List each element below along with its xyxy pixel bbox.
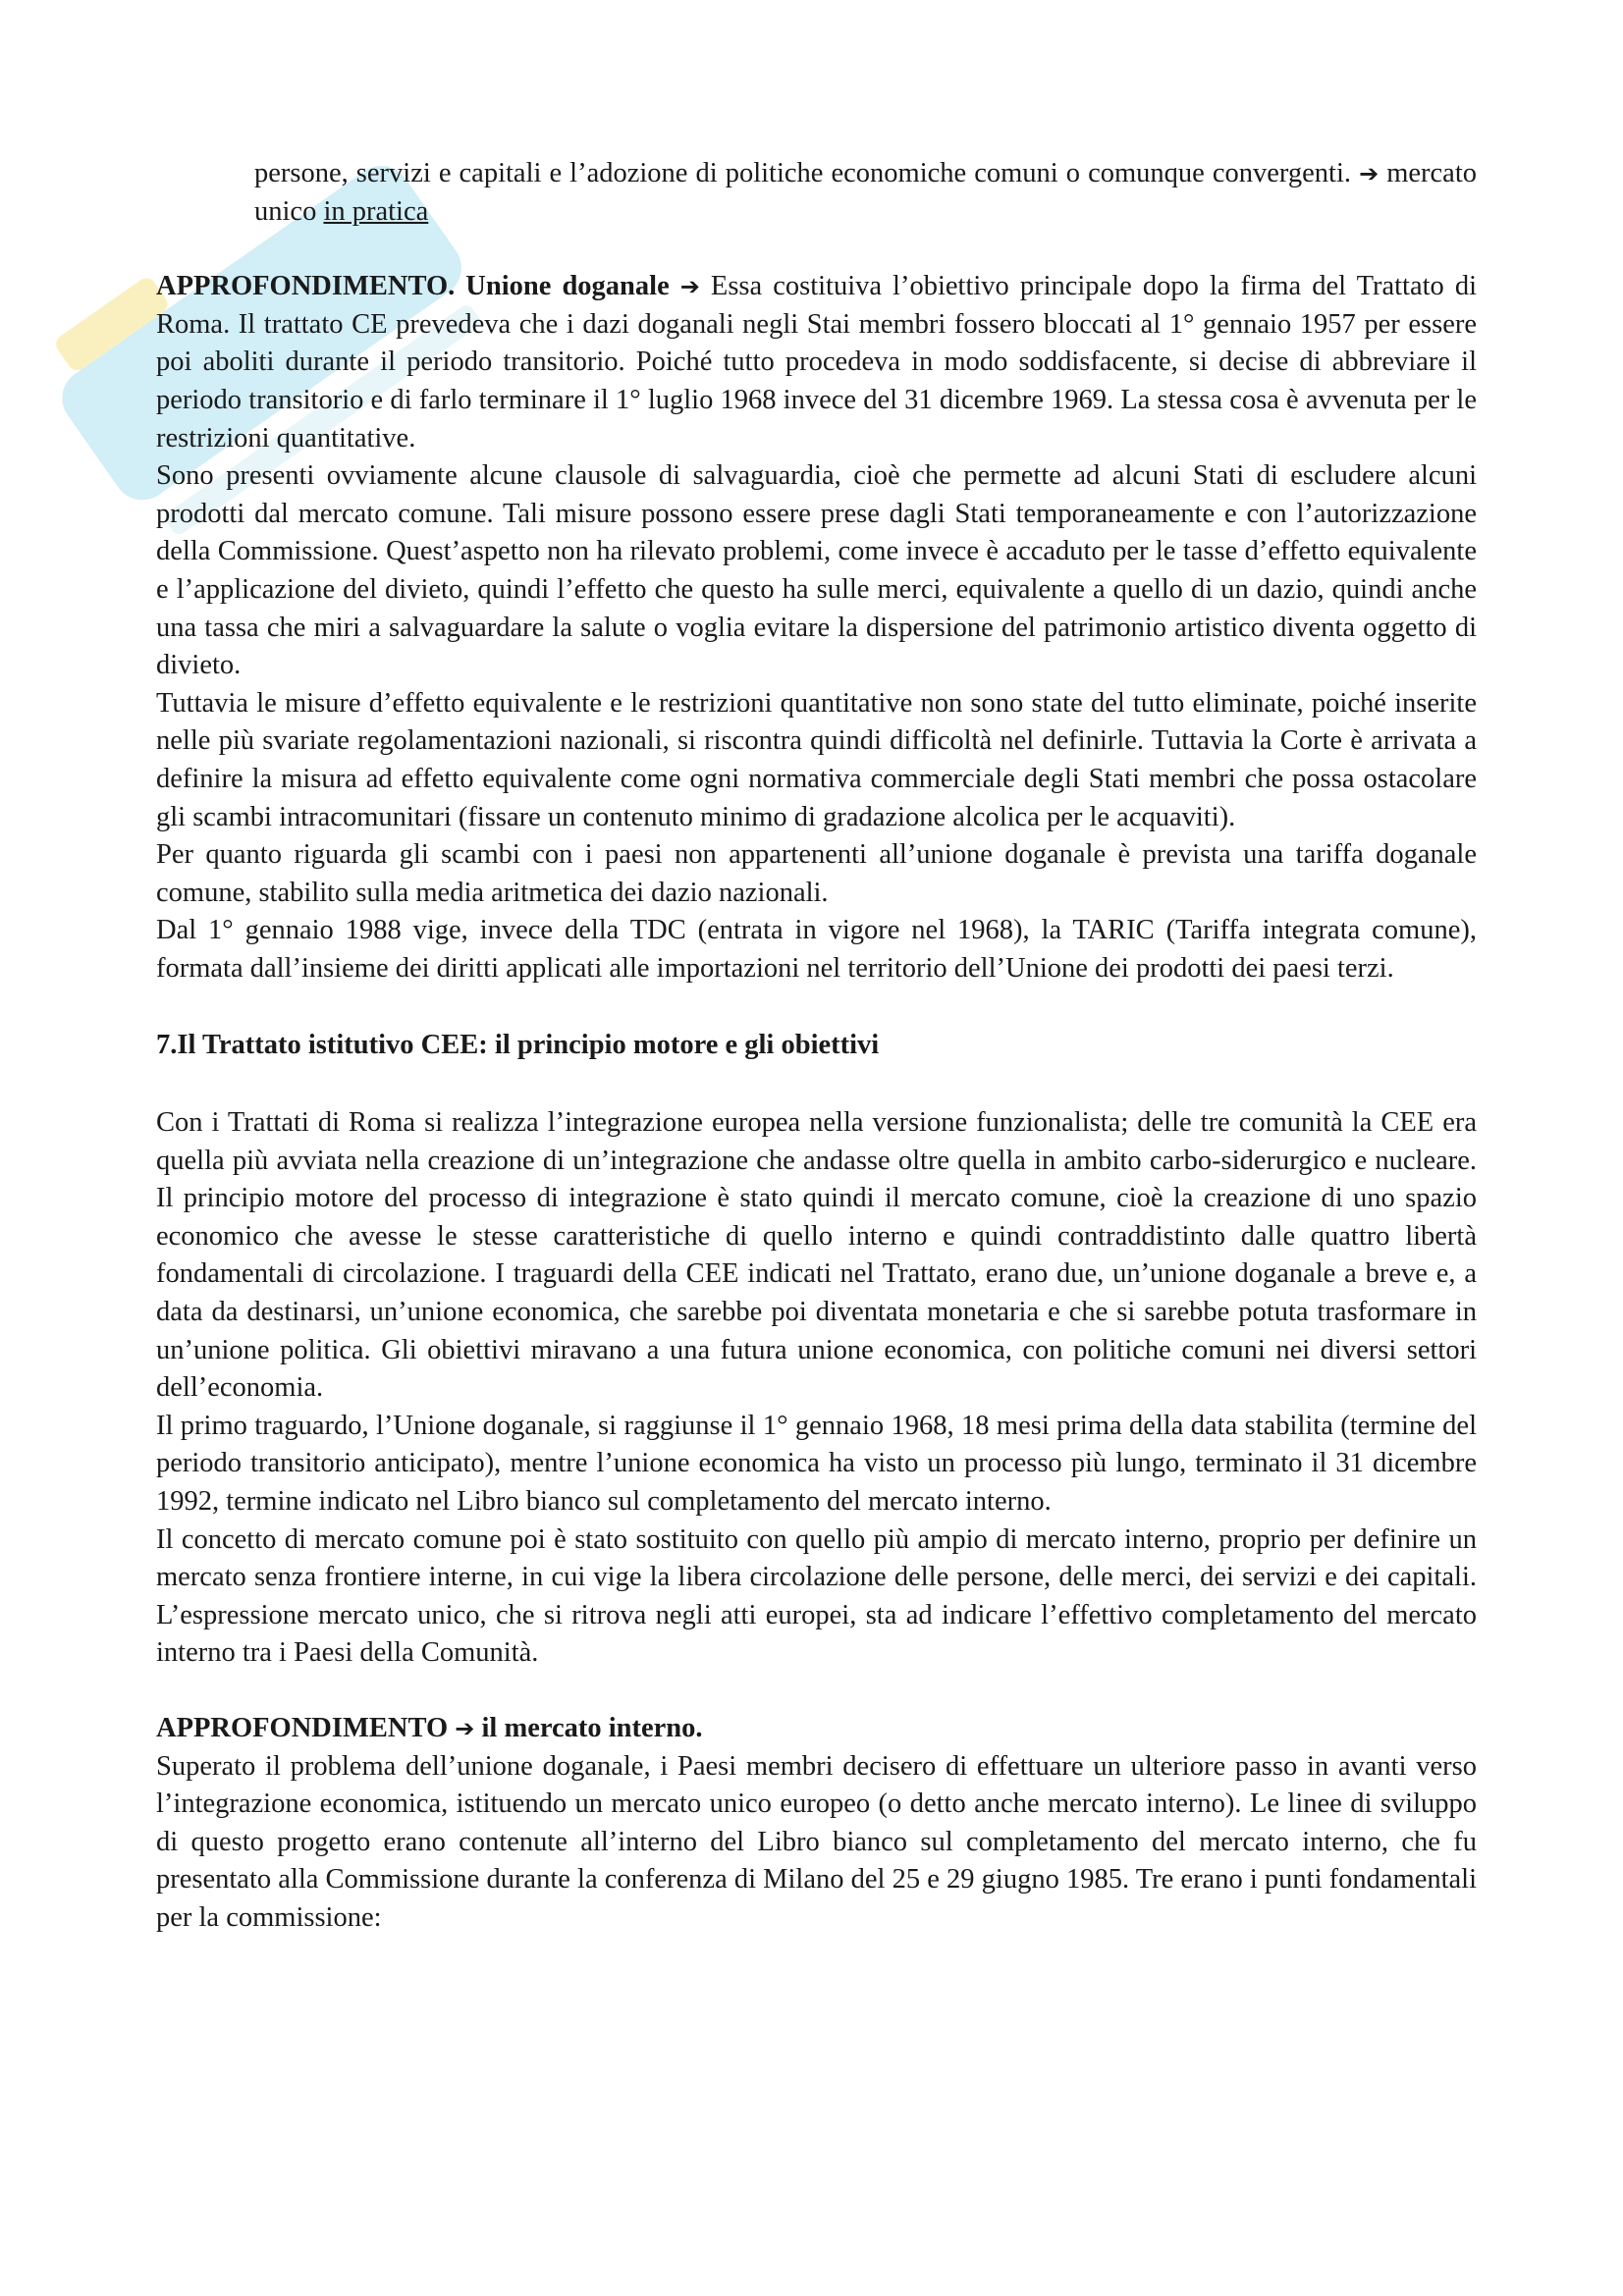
intro-text: persone, servizi e capitali e l’adozione di politiche economiche comuni o comunque convergenti. — [254, 158, 1351, 188]
approfondimento-unione-doganale — [156, 268, 1477, 457]
approfondimento-lead: APPROFONDIMENTO. Unione doganale — [156, 271, 670, 302]
watermark-accent — [52, 274, 171, 374]
approf1-paragraph-4: Per quanto riguarda gli scambi con i paesi non appartenenti all’unione doganale è prevista una tariffa doganale comune, stabilito sulla media aritmetica dei dazio nazionali. — [156, 839, 1477, 908]
section7-paragraph-3: Il concetto di mercato comune poi è stato sostituito con quello più ampio di mercato interno, proprio per definire un mercato senza frontiere interne, in cui vige la libera circolazione delle persone, delle merci, dei servizi e dei capitali. L’espressione mercato unico, che si ritrova negli atti europei, sta ad indicare l’effettivo completamento del mercato interno tra i Paesi della Comunità. — [156, 1523, 1477, 1669]
arrow-right-icon: ➔ — [1359, 160, 1380, 187]
section7-paragraph-2: Il primo traguardo, l’Unione doganale, si raggiunse il 1° gennaio 1968, 18 mesi prima della data stabilita (termine del periodo transitorio anticipato), mentre l’unione economica ha visto un processo più lungo, terminato il 31 dicembre 1992, termine indicato nel Libro bianco sul completamento del mercato interno. — [156, 1410, 1477, 1517]
section-7-heading-text: 7.Il Trattato istitutivo CEE: il principio motore e gli obiettivi — [156, 1030, 880, 1061]
document-page — [156, 155, 1477, 1938]
arrow-right-icon: ➔ — [679, 273, 700, 301]
approf2-lead-2: il mercato interno. — [474, 1712, 703, 1743]
section7-paragraph-1: Con i Trattati di Roma si realizza l’integrazione europea nella versione funzionalista; delle tre comunità la CEE era quella più avviata nella creazione di un’integrazione che andasse oltre quella in ambito carbo-siderurgico e nucleare. Il principio motore del processo di integrazione è stato quindi il mercato comune, cioè la creazione di uno spazio economico che avesse le stesse caratteristiche di quello interno e quindi contraddistinto dalle quattro libertà fondamentali di circolazione. I traguardi della CEE indicati nel Trattato, erano due, un’unione doganale a breve e, a data da destinarsi, un’unione economica, che sarebbe poi diventata monetaria e che si sarebbe potuta trasformare in un’unione politica. Gli obiettivi miravano a una futura unione economica, con politiche comuni nei diversi settori dell’economia. — [156, 1107, 1477, 1404]
approfondimento-mercato-interno-heading — [156, 1710, 1477, 1748]
approf1-paragraph-5: Dal 1° gennaio 1988 vige, invece della TDC (entrata in vigore nel 1968), la TARIC (Tariffa integrata comune), formata dall’insieme dei diritti applicati alle importazioni nel territorio dell’Unione dei prodotti dei paesi terzi. — [156, 915, 1477, 984]
approf2-lead: APPROFONDIMENTO — [156, 1712, 456, 1743]
section-7-heading — [156, 1027, 1477, 1065]
intro-paragraph — [156, 155, 1477, 231]
approf2-paragraph-1: Superato il problema dell’unione doganale, i Paesi membri decisero di effettuare un ulteriore passo in avanti verso l’integrazione economica, istituendo un mercato unico europeo (o detto anche mercato interno). Le linee di sviluppo di questo progetto erano contenute all’interno del Libro bianco sul completamento del mercato interno, che fu presentato alla Commissione durante la conferenza di Milano del 25 e 29 giugno 1985. Tre erano i punti fondamentali per la commissione: — [156, 1750, 1477, 1933]
arrow-right-icon: ➔ — [455, 1714, 475, 1742]
approf1-paragraph-3: Tuttavia le misure d’effetto equivalente e le restrizioni quantitative non sono state del tutto eliminate, poiché inserite nelle più svariate regolamentazioni nazionali, si riscontra quindi difficoltà nel definirle. Tuttavia la Corte è arrivata a definire la misura ad effetto equivalente come ogni normativa commerciale degli Stati membri che possa ostacolare gli scambi intracomunitari (fissare un contenuto minimo di gradazione alcolica per le acquaviti). — [156, 687, 1477, 832]
intro-after-text: mercato unico — [254, 158, 1478, 227]
approf1-paragraph-2: Sono presenti ovviamente alcune clausole di salvaguardia, cioè che permette ad alcuni Stati di escludere alcuni prodotti dal mercato comune. Tali misure possono essere prese dagli Stati temporaneamente e con l’autorizzazione della Commissione. Quest’aspetto non ha rilevato problemi, come invece è accaduto per le tasse d’effetto equivalente e l’applicazione del divieto, quindi l’effetto che questo ha sulle merci, equivalente a quello di un dazio, quindi anche una tassa che miri a salvaguardare la salute o voglia evitare la dispersione del patrimonio artistico diventa oggetto di divieto. — [156, 460, 1477, 681]
intro-underlined-text: in pratica — [323, 195, 429, 227]
approf1-paragraph-1: Essa costituiva l’obiettivo principale dopo la firma del Trattato di Roma. Il trattato CE prevedeva che i dazi doganali negli Stai membri fossero bloccati al 1° gennaio 1957 per essere poi aboliti durante il periodo transitorio. Poiché tutto procedeva in modo soddisfacente, si decise di abbreviare il periodo transitorio e di farlo terminare il 1° luglio 1968 invece del 31 dicembre 1969. La stessa cosa è avvenuta per le restrizioni quantitative. — [156, 271, 1477, 454]
